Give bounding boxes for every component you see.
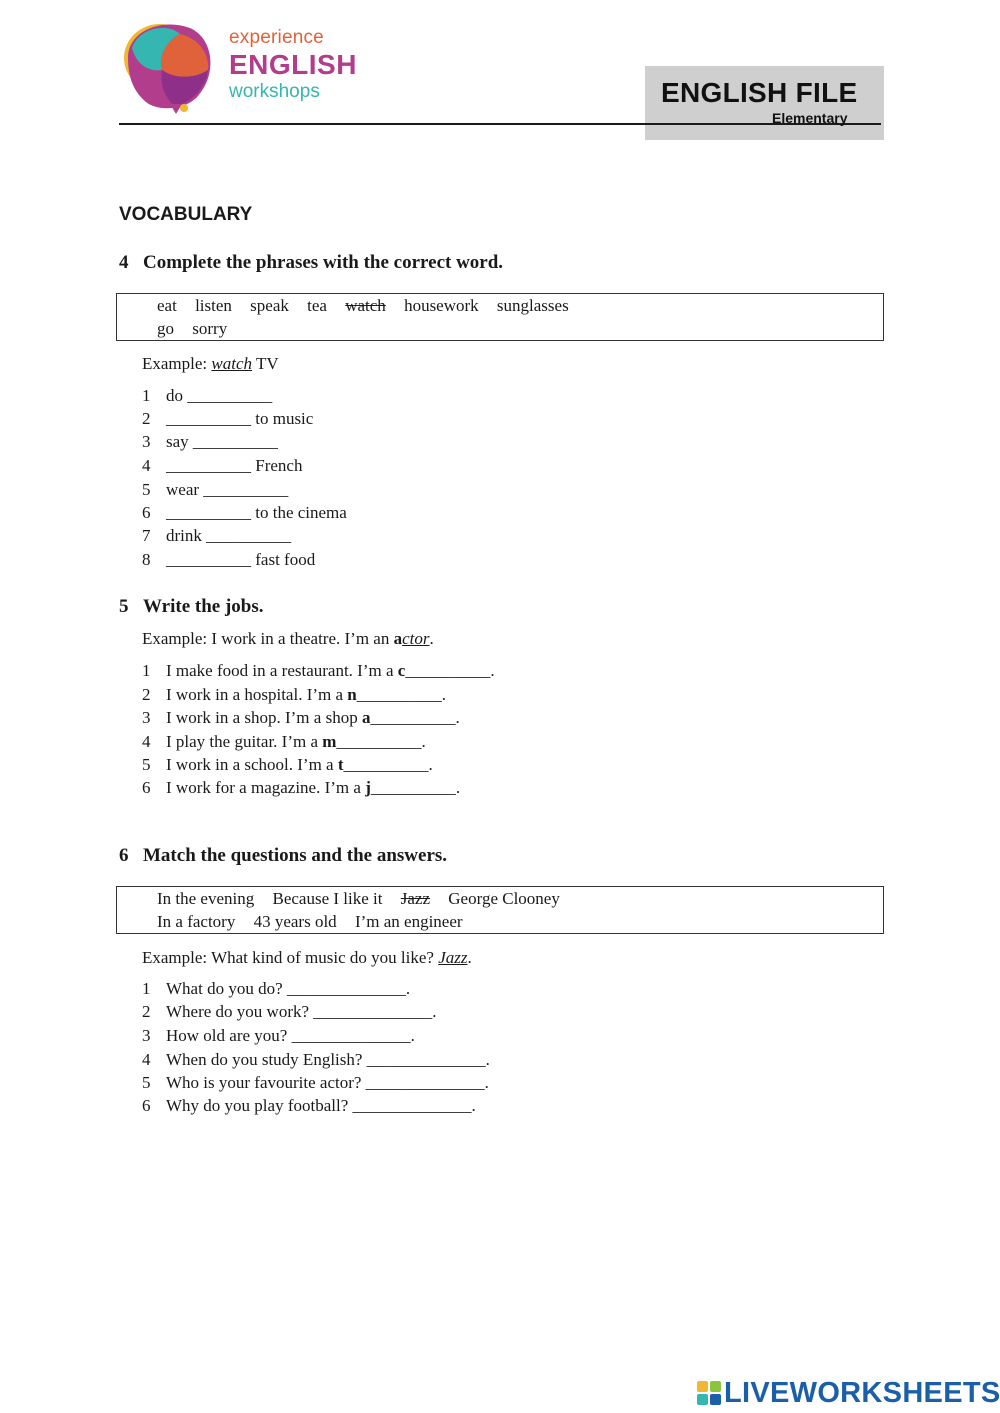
exercise-6-example: Example: What kind of music do you like? Jazz. bbox=[142, 948, 472, 967]
word-box-line-2 bbox=[157, 319, 241, 339]
exercise-6-item: 2 Where do you work? ______________. bbox=[142, 1002, 437, 1021]
exercise-5-item: 4 I play the guitar. I’m a m__________. bbox=[142, 732, 426, 751]
word-option: sunglasses bbox=[496, 296, 569, 315]
exercise-6-heading bbox=[119, 845, 447, 867]
answer-box-line-1 bbox=[157, 889, 574, 909]
answer-option: In the evening bbox=[157, 889, 255, 908]
answer-option: Because I like it bbox=[272, 889, 383, 908]
word-option: speak bbox=[250, 296, 289, 315]
exercise-6-item: 6 Why do you play football? ______________. bbox=[142, 1096, 476, 1115]
exercise-4-item: 7 drink __________ bbox=[142, 526, 292, 545]
word-option: eat bbox=[157, 296, 177, 315]
exercise-5-heading bbox=[119, 596, 264, 618]
exercise-5-item: 5 I work in a school. I’m a t__________. bbox=[142, 755, 433, 774]
exercise-6-item: 5 Who is your favourite actor? ______________. bbox=[142, 1073, 489, 1092]
exercise-4-heading bbox=[119, 252, 503, 274]
answer-box-line-2 bbox=[157, 912, 477, 932]
exercise-4-item: 3 say __________ bbox=[142, 432, 278, 451]
header-divider bbox=[119, 123, 881, 125]
logo-line-experience: experience bbox=[229, 27, 324, 48]
exercise-number: 6 bbox=[119, 845, 129, 866]
answer-box-exercise-6 bbox=[116, 886, 884, 934]
exercise-5-item: 1 I make food in a restaurant. I’m a c__________. bbox=[142, 661, 495, 680]
liveworksheets-wordmark: LIVEWORKSHEETS bbox=[724, 1376, 1000, 1409]
answer-option-used: Jazz bbox=[400, 889, 431, 908]
exercise-4-item: 4 __________ French bbox=[142, 456, 303, 475]
exercise-5-item: 2 I work in a hospital. I’m a n__________. bbox=[142, 685, 447, 704]
exercise-4-item: 5 wear __________ bbox=[142, 480, 289, 499]
exercise-4-example: Example: watch TV bbox=[142, 354, 279, 373]
word-option: go bbox=[157, 319, 174, 338]
badge-subtitle: Elementary bbox=[772, 110, 848, 126]
exercise-5-example: Example: I work in a theatre. I’m an actor. bbox=[142, 629, 434, 648]
exercise-4-item: 8 __________ fast food bbox=[142, 550, 316, 569]
exercise-5-item: 3 I work in a shop. I’m a shop a__________. bbox=[142, 708, 460, 727]
logo-line-english: ENGLISH bbox=[229, 49, 357, 80]
word-option: listen bbox=[195, 296, 232, 315]
exercise-4-item: 6 __________ to the cinema bbox=[142, 503, 347, 522]
exercise-6-item: 1 What do you do? ______________. bbox=[142, 979, 411, 998]
liveworksheets-brand bbox=[697, 1377, 1000, 1409]
answer-option: I’m an engineer bbox=[354, 912, 463, 931]
exercise-title: Write the jobs. bbox=[143, 596, 264, 617]
example-answer: watch bbox=[211, 354, 253, 373]
section-heading-vocabulary: VOCABULARY bbox=[119, 204, 253, 225]
word-option: housework bbox=[404, 296, 479, 315]
exercise-6-item: 4 When do you study English? ______________. bbox=[142, 1050, 490, 1069]
badge-title: ENGLISH FILE bbox=[661, 77, 858, 108]
answer-option: 43 years old bbox=[253, 912, 337, 931]
exercise-4-item: 2 __________ to music bbox=[142, 409, 314, 428]
exercise-title: Match the questions and the answers. bbox=[143, 845, 448, 866]
liveworksheets-logo-icon bbox=[697, 1381, 721, 1405]
word-option: tea bbox=[307, 296, 327, 315]
example-answer: Jazz bbox=[438, 948, 468, 967]
word-option: sorry bbox=[192, 319, 228, 338]
exercise-5-item: 6 I work for a magazine. I’m a j__________. bbox=[142, 778, 461, 797]
logo-line-workshops: workshops bbox=[229, 81, 320, 102]
exercise-title: Complete the phrases with the correct word. bbox=[143, 252, 504, 273]
example-answer: ctor bbox=[402, 629, 430, 648]
exercise-6-item: 3 How old are you? ______________. bbox=[142, 1026, 415, 1045]
answer-option: George Clooney bbox=[448, 889, 560, 908]
word-box-line-1 bbox=[157, 296, 583, 316]
exercise-number: 4 bbox=[119, 252, 129, 273]
exercise-4-item: 1 do __________ bbox=[142, 386, 273, 405]
exercise-number: 5 bbox=[119, 596, 129, 617]
word-option-used: watch bbox=[345, 296, 386, 315]
word-box-exercise-4 bbox=[116, 293, 884, 341]
logo-wordmark bbox=[229, 28, 357, 101]
answer-option: In a factory bbox=[157, 912, 236, 931]
